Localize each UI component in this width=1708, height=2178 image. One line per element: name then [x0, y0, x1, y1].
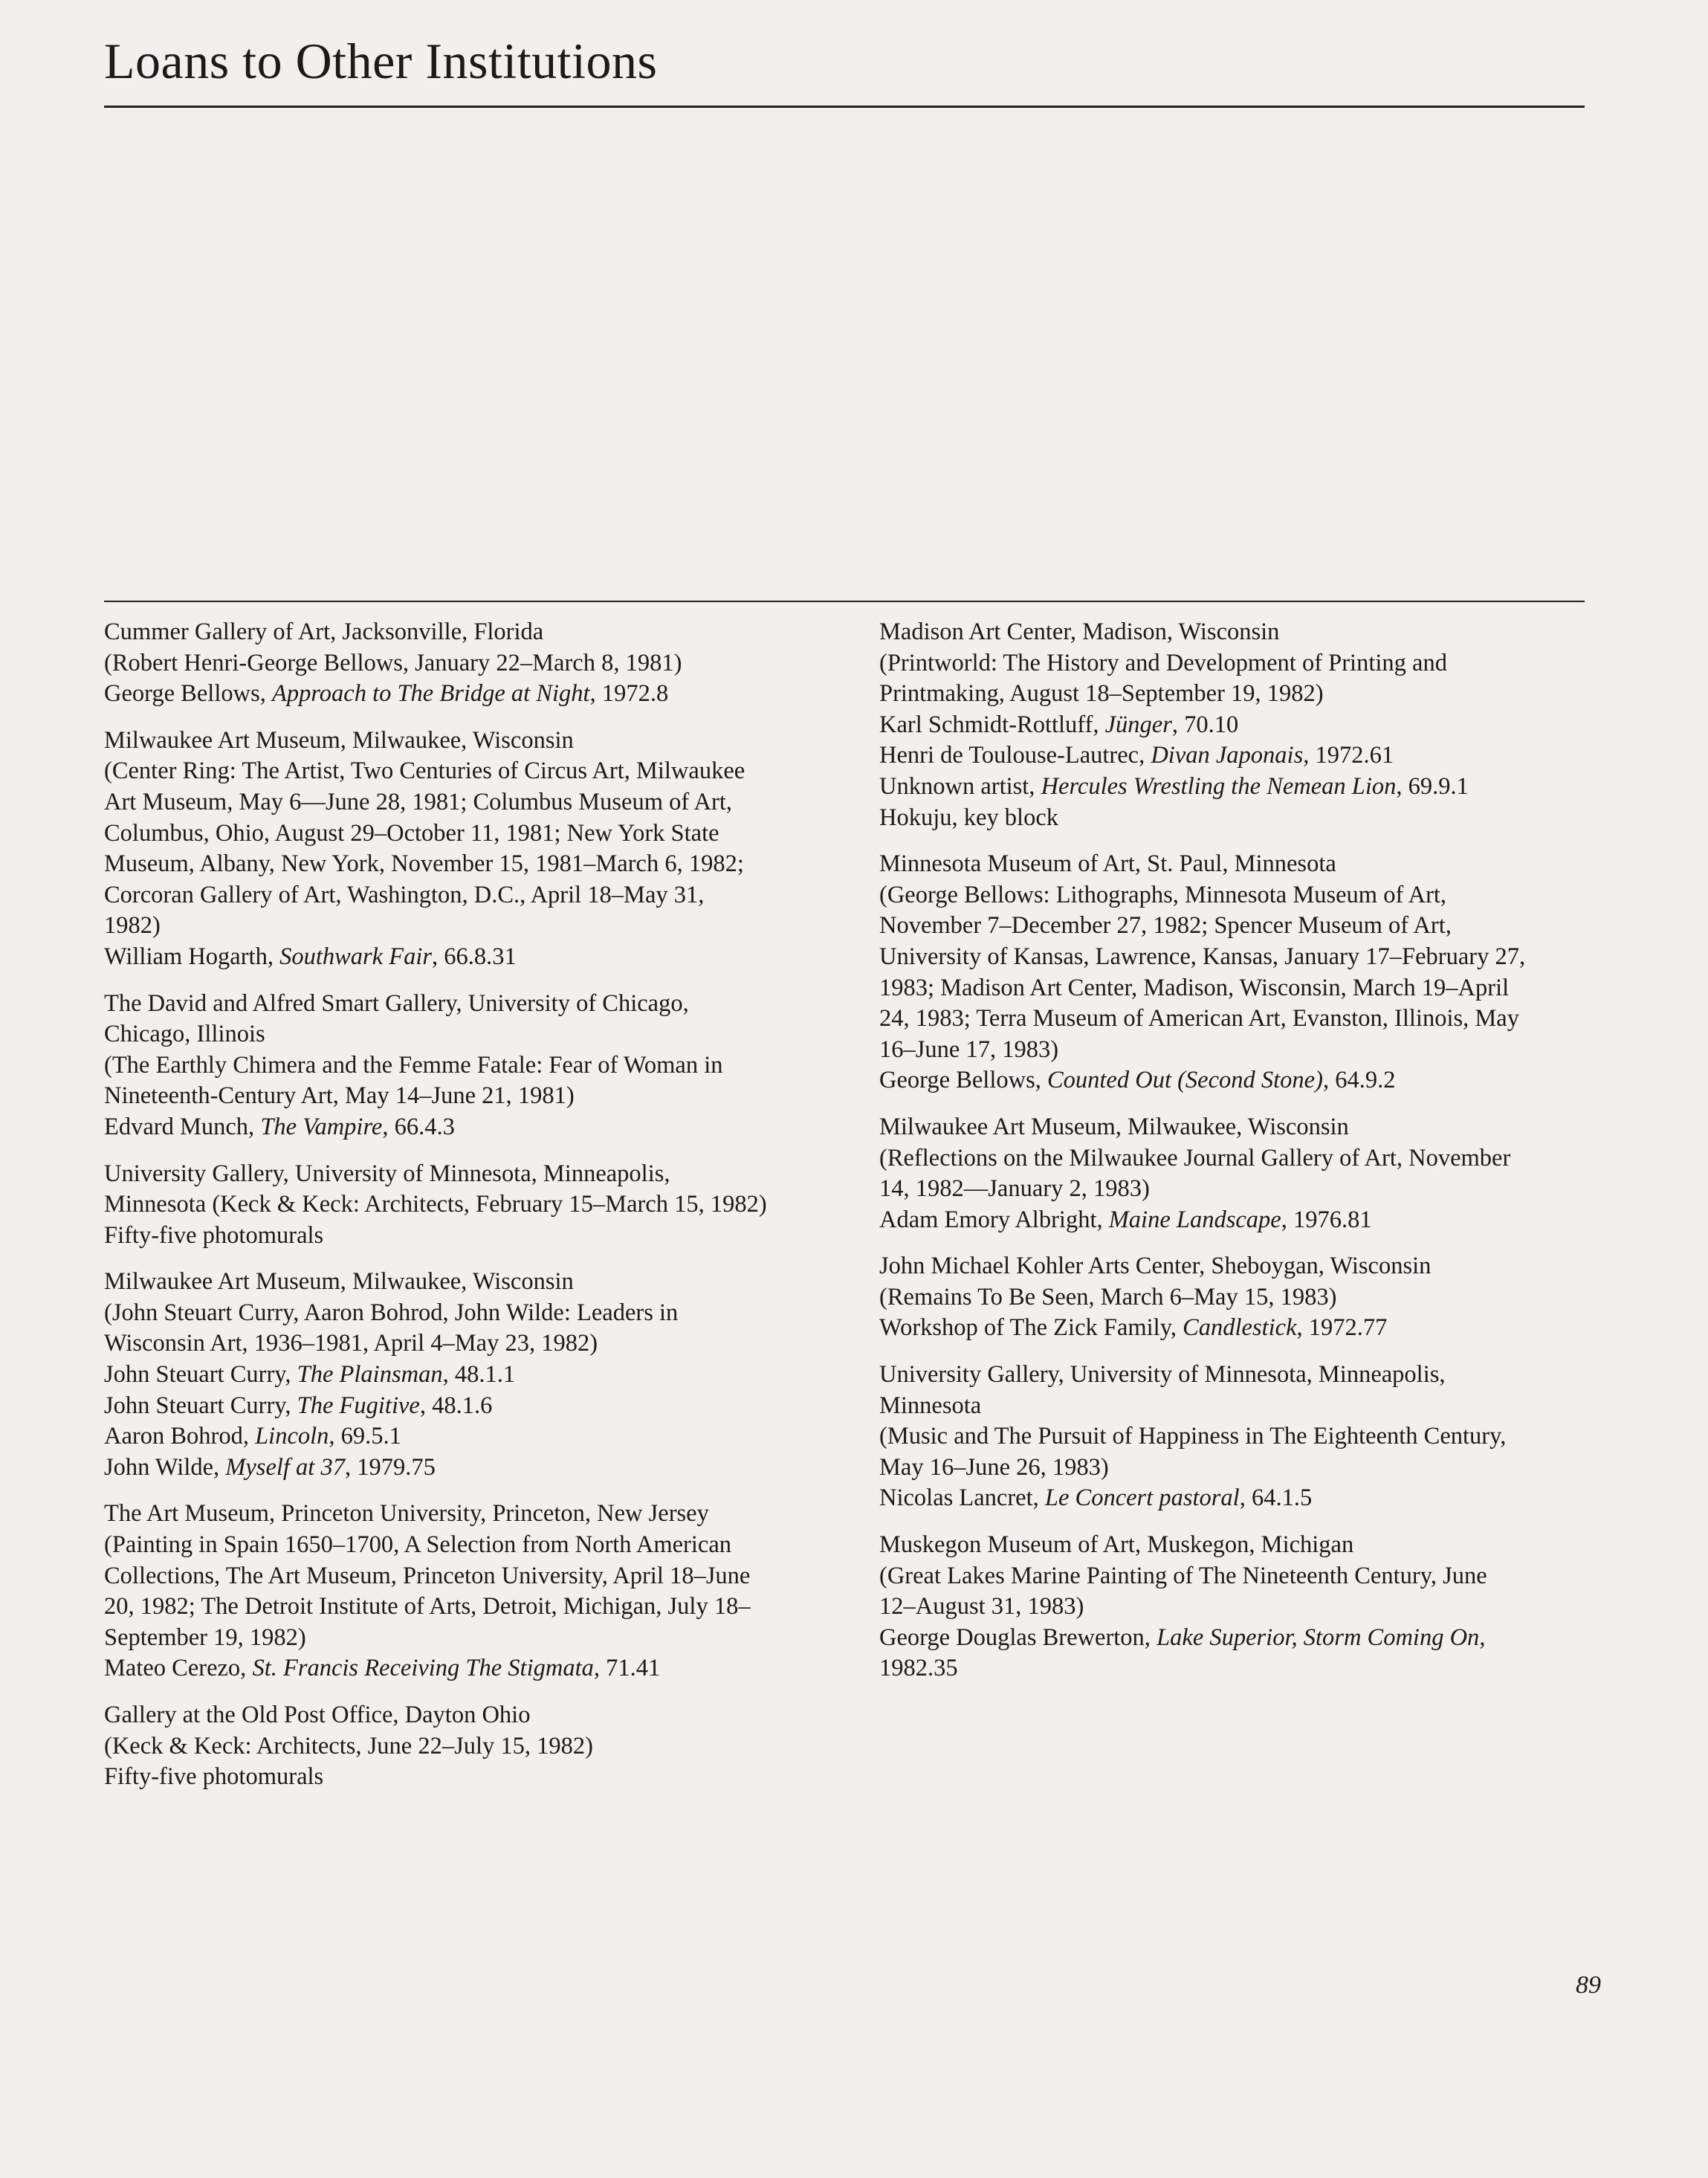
work-accession: , 48.1.1 — [442, 1361, 516, 1389]
right-column — [879, 617, 1593, 1700]
exhibition-line: (Printworld: The History and Development of Printing and — [879, 649, 1447, 676]
work-artist: John Steuart Curry, — [104, 1392, 297, 1419]
work-artist: Edvard Munch, — [104, 1113, 261, 1140]
exhibition-line: 24, 1983; Terra Museum of American Art, Evanston, Illinois, May — [879, 1005, 1519, 1033]
work-accession: , 1979.75 — [344, 1453, 436, 1481]
institution-line: Milwaukee Art Museum, Milwaukee, Wisconsin — [104, 1268, 574, 1296]
exhibition-line: 16–June 17, 1983) — [879, 1035, 1059, 1063]
exhibition-line: Fifty-five photomurals — [104, 1763, 324, 1791]
work-title: Hercules Wrestling the Nemean Lion — [1041, 772, 1397, 800]
work-artist: Adam Emory Albright, — [879, 1206, 1109, 1233]
exhibition-line: Minnesota — [879, 1392, 982, 1419]
institution-line: Cummer Gallery of Art, Jacksonville, Florida — [104, 618, 544, 645]
work-accession: , 48.1.6 — [419, 1392, 493, 1419]
work-accession: , 1972.8 — [589, 680, 669, 708]
loan-entry — [879, 849, 1593, 1096]
exhibition-line: 20, 1982; The Detroit Institute of Arts, Detroit, Michigan, July 18– — [104, 1593, 751, 1620]
work-title: The Fugitive — [297, 1392, 420, 1419]
work-artist: Mateo Cerezo, — [104, 1655, 253, 1682]
work-line — [104, 1360, 818, 1391]
loan-entry — [104, 989, 818, 1143]
exhibition-line: Collections, The Art Museum, Princeton University, April 18–June — [104, 1562, 751, 1589]
exhibition-line: (Reflections on the Milwaukee Journal Gallery of Art, November — [879, 1144, 1511, 1172]
loan-entry — [879, 1360, 1593, 1514]
work-line — [104, 679, 818, 710]
exhibition-line: Corcoran Gallery of Art, Washington, D.C., April 18–May 31, — [104, 881, 705, 908]
work-line — [879, 740, 1593, 772]
work-title: Jünger — [1104, 711, 1172, 738]
title-rule — [104, 106, 1585, 108]
work-line — [104, 942, 818, 973]
exhibition-line: (John Steuart Curry, Aaron Bohrod, John Wilde: Leaders in — [104, 1299, 679, 1326]
institution-line: University Gallery, University of Minnesota, Minneapolis, — [879, 1361, 1446, 1389]
institution-line: The David and Alfred Smart Gallery, University of Chicago, — [104, 989, 689, 1017]
work-line — [104, 1391, 818, 1422]
exhibition-line: Nineteenth-Century Art, May 14–June 21, 1981) — [104, 1082, 575, 1110]
work-artist: George Douglas Brewerton, — [879, 1623, 1157, 1651]
exhibition-line: September 19, 1982) — [104, 1623, 306, 1651]
work-artist: Unknown artist, — [879, 772, 1041, 800]
exhibition-line: 1983; Madison Art Center, Madison, Wisconsin, March 19–April — [879, 974, 1510, 1001]
loan-entry — [104, 1499, 818, 1684]
exhibition-line: University of Kansas, Lawrence, Kansas, January 17–February 27, — [879, 943, 1526, 970]
exhibition-line: Art Museum, May 6—June 28, 1981; Columbus Museum of Art, — [104, 788, 732, 815]
exhibition-line: 14, 1982—January 2, 1983) — [879, 1175, 1150, 1203]
exhibition-line: (Painting in Spain 1650–1700, A Selection from North American — [104, 1531, 732, 1559]
institution-line: Muskegon Museum of Art, Muskegon, Michigan — [879, 1531, 1354, 1559]
work-accession: , 71.41 — [593, 1655, 661, 1682]
exhibition-line: (Great Lakes Marine Painting of The Nineteenth Century, June — [879, 1562, 1487, 1589]
work-line — [879, 803, 1593, 834]
section-rule — [104, 601, 1585, 602]
page-number: 89 — [1576, 1971, 1601, 1999]
exhibition-line: November 7–December 27, 1982; Spencer Museum of Art, — [879, 912, 1452, 940]
work-artist: George Bellows, — [104, 680, 272, 708]
work-artist: John Wilde, — [104, 1453, 226, 1481]
institution-line: Milwaukee Art Museum, Milwaukee, Wisconsin — [104, 726, 574, 754]
institution-line: Minnesota Museum of Art, St. Paul, Minnesota — [879, 850, 1336, 878]
work-accession: , 64.9.2 — [1322, 1067, 1396, 1094]
work-title: St. Francis Receiving The Stigmata — [252, 1655, 594, 1682]
work-accession: , 64.1.5 — [1239, 1484, 1313, 1512]
loan-entry — [104, 617, 818, 710]
work-title: Myself at 37 — [225, 1453, 345, 1481]
exhibition-line: Wisconsin Art, 1936–1981, April 4–May 23, 1982) — [104, 1330, 598, 1357]
work-title: The Plainsman — [297, 1361, 443, 1389]
work-title: Southwark Fair — [279, 943, 433, 970]
work-accession: , 66.4.3 — [382, 1113, 455, 1140]
exhibition-line: 1982) — [104, 912, 161, 940]
exhibition-line: (George Bellows: Lithographs, Minnesota Museum of Art, — [879, 881, 1447, 908]
work-accession: , 1972.77 — [1296, 1314, 1388, 1342]
work-title: Lincoln — [255, 1423, 329, 1450]
work-line — [104, 1653, 818, 1684]
institution-line: The Art Museum, Princeton University, Princeton, New Jersey — [104, 1500, 709, 1528]
work-artist: Aaron Bohrod, — [104, 1423, 256, 1450]
work-accession: , 70.10 — [1171, 711, 1239, 738]
exhibition-line: (Center Ring: The Artist, Two Centuries of Circus Art, Milwaukee — [104, 757, 745, 785]
work-artist: Nicolas Lancret, — [879, 1484, 1045, 1512]
exhibition-line: (Keck & Keck: Architects, June 22–July 15, 1982) — [104, 1732, 593, 1759]
work-line — [104, 1421, 818, 1452]
work-artist: George Bellows, — [879, 1067, 1047, 1094]
work-accession: , 69.5.1 — [329, 1423, 401, 1450]
work-line — [879, 710, 1593, 741]
institution-line: Milwaukee Art Museum, Milwaukee, Wisconsin — [879, 1113, 1349, 1140]
institution-line: John Michael Kohler Arts Center, Sheboygan, Wisconsin — [879, 1253, 1432, 1280]
institution-line: Madison Art Center, Madison, Wisconsin — [879, 618, 1280, 645]
exhibition-line: Printmaking, August 18–September 19, 1982) — [879, 680, 1324, 708]
loan-entry — [104, 1700, 818, 1793]
work-line — [104, 1452, 818, 1484]
loan-entry — [104, 1159, 818, 1252]
work-artist: Workshop of The Zick Family, — [879, 1314, 1183, 1342]
exhibition-line: May 16–June 26, 1983) — [879, 1453, 1109, 1481]
work-artist: Henri de Toulouse-Lautrec, — [879, 742, 1151, 769]
work-line — [879, 1653, 1593, 1684]
exhibition-line: (Remains To Be Seen, March 6–May 15, 1983) — [879, 1283, 1337, 1311]
work-title: Candlestick — [1183, 1314, 1297, 1342]
work-line — [879, 1205, 1593, 1236]
loan-entry — [879, 1251, 1593, 1344]
work-line — [879, 1623, 1593, 1654]
exhibition-line: (Music and The Pursuit of Happiness in The Eighteenth Century, — [879, 1423, 1507, 1450]
work-title: Counted Out (Second Stone) — [1047, 1067, 1323, 1094]
work-line — [879, 772, 1593, 803]
work-line — [879, 1065, 1593, 1096]
work-line — [104, 1112, 818, 1143]
work-line — [879, 1483, 1593, 1514]
work-accession: , — [1479, 1623, 1486, 1651]
work-title: Approach to The Bridge at Night — [271, 680, 590, 708]
exhibition-line: 12–August 31, 1983) — [879, 1593, 1084, 1620]
loan-entry — [879, 617, 1593, 833]
loan-entry — [879, 1530, 1593, 1684]
work-artist: William Hogarth, — [104, 943, 280, 970]
work-title: Maine Landscape — [1108, 1206, 1281, 1233]
loan-entry — [879, 1112, 1593, 1235]
work-accession: , 1972.61 — [1303, 742, 1394, 769]
exhibition-line: Minnesota (Keck & Keck: Architects, February 15–March 15, 1982) — [104, 1191, 767, 1218]
exhibition-line: Fifty-five photomurals — [104, 1221, 324, 1249]
work-artist: Karl Schmidt-Rottluff, — [879, 711, 1105, 738]
work-line — [879, 1313, 1593, 1344]
exhibition-line: (Robert Henri-George Bellows, January 22–March 8, 1981) — [104, 649, 682, 676]
left-column — [104, 617, 818, 1809]
work-artist: 1982.35 — [879, 1655, 958, 1682]
work-artist: Hokuju, key block — [879, 804, 1059, 831]
loan-entry — [104, 726, 818, 973]
work-artist: John Steuart Curry, — [104, 1361, 297, 1389]
work-accession: , 1976.81 — [1281, 1206, 1372, 1233]
work-accession: , 69.9.1 — [1396, 772, 1469, 800]
work-title: Le Concert pastoral — [1044, 1484, 1240, 1512]
exhibition-line: Museum, Albany, New York, November 15, 1981–March 6, 1982; — [104, 850, 744, 878]
exhibition-line: (The Earthly Chimera and the Femme Fatale: Fear of Woman in — [104, 1051, 723, 1079]
work-accession: , 66.8.31 — [432, 943, 517, 970]
institution-line: Gallery at the Old Post Office, Dayton Ohio — [104, 1702, 531, 1728]
work-title: Divan Japonais — [1151, 742, 1304, 769]
institution-line: University Gallery, University of Minnesota, Minneapolis, — [104, 1160, 670, 1187]
exhibition-line: Columbus, Ohio, August 29–October 11, 1981; New York State — [104, 819, 719, 847]
work-title: The Vampire — [260, 1113, 383, 1140]
loan-entry — [104, 1267, 818, 1483]
page-title: Loans to Other Institutions — [104, 33, 658, 89]
exhibition-line: Chicago, Illinois — [104, 1021, 265, 1048]
work-title: Lake Superior, Storm Coming On — [1157, 1623, 1480, 1651]
